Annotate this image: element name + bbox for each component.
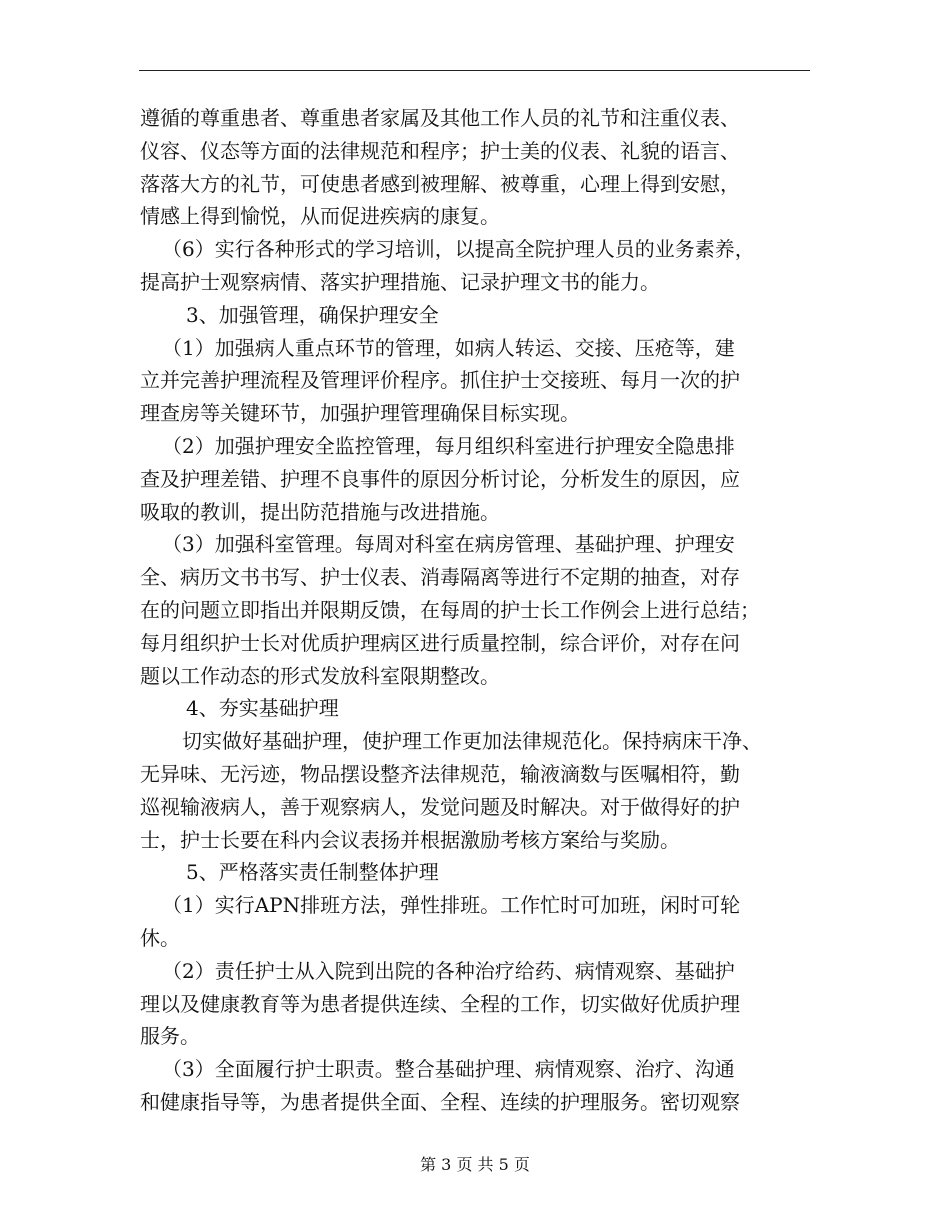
text-line: 查及护理差错、护理不良事件的原因分析讨论，分析发生的原因，应 <box>140 466 740 491</box>
section-heading: 4、夯实基础护理 <box>186 696 339 721</box>
text-line: 吸取的教训，提出防范措施与改进措施。 <box>140 499 500 524</box>
text-line: 和健康指导等，为患者提供全面、全程、连续的护理服务。密切观察 <box>140 1089 740 1114</box>
header-rule <box>139 70 810 71</box>
section-heading: 3、加强管理，确保护理安全 <box>186 302 439 327</box>
page-number: 第 3 页 共 5 页 <box>420 1155 530 1174</box>
paragraph-start: （2）加强护理安全监控管理，每月组织科室进行护理安全隐患排 <box>162 433 735 458</box>
text-line: 巡视输液病人，善于观察病人，发觉问题及时解决。对于做得好的护 <box>140 794 740 819</box>
document-body <box>140 102 812 1119</box>
paragraph-start: （6）实行各种形式的学习培训，以提高全院护理人员的业务素养， <box>162 237 755 262</box>
paragraph-start: （3）加强科室管理。每周对科室在病房管理、基础护理、护理安 <box>162 532 735 557</box>
text-line: 全、病历文书书写、护士仪表、消毒隔离等进行不定期的抽查，对存 <box>140 565 740 590</box>
text-line: 遵循的尊重患者、尊重患者家属及其他工作人员的礼节和注重仪表、 <box>140 106 740 130</box>
text-line: 落落大方的礼节，可使患者感到被理解、被尊重，心理上得到安慰， <box>140 171 740 196</box>
text-line: 每月组织护士长对优质护理病区进行质量控制，综合评价，对存在问 <box>140 630 740 655</box>
text-line: 服务。 <box>140 1024 200 1049</box>
text-line: 理查房等关键环节，加强护理管理确保目标实现。 <box>140 401 580 426</box>
text-line: 士，护士长要在科内会议表扬并根据激励考核方案给与奖励。 <box>140 827 680 852</box>
text-line: 提高护士观察病情、落实护理措施、记录护理文书的能力。 <box>140 269 660 294</box>
paragraph-start: （1）加强病人重点环节的管理，如病人转运、交接、压疮等，建 <box>162 335 735 360</box>
text-line: 情感上得到愉悦，从而促进疾病的康复。 <box>140 204 500 229</box>
section-heading: 5、严格落实责任制整体护理 <box>186 860 439 885</box>
text-line: 无异味、无污迹，物品摆设整齐法律规范，输液滴数与医嘱相符，勤 <box>140 761 740 786</box>
text-line: 仪容、仪态等方面的法律规范和程序；护士美的仪表、礼貌的语言、 <box>140 138 740 163</box>
text-line: 理以及健康教育等为患者提供连续、全程的工作，切实做好优质护理 <box>140 991 740 1016</box>
text-line: 立并完善护理流程及管理评价程序。抓住护士交接班、每月一次的护 <box>140 368 740 393</box>
text-line: 题以工作动态的形式发放科室限期整改。 <box>140 663 500 688</box>
paragraph-start: （1）实行APN排班方法，弹性排班。工作忙时可加班，闲时可轮 <box>162 893 741 918</box>
paragraph-start: （2）责任护士从入院到出院的各种治疗给药、病情观察、基础护 <box>162 958 735 983</box>
paragraph-start: （3）全面履行护士职责。整合基础护理、病情观察、治疗、沟通 <box>162 1057 735 1082</box>
paragraph-start: 切实做好基础护理，使护理工作更加法律规范化。保持病床干净、 <box>182 729 762 754</box>
text-line: 在的问题立即指出并限期反馈，在每周的护士长工作例会上进行总结； <box>140 597 760 622</box>
text-line: 休。 <box>140 925 180 950</box>
